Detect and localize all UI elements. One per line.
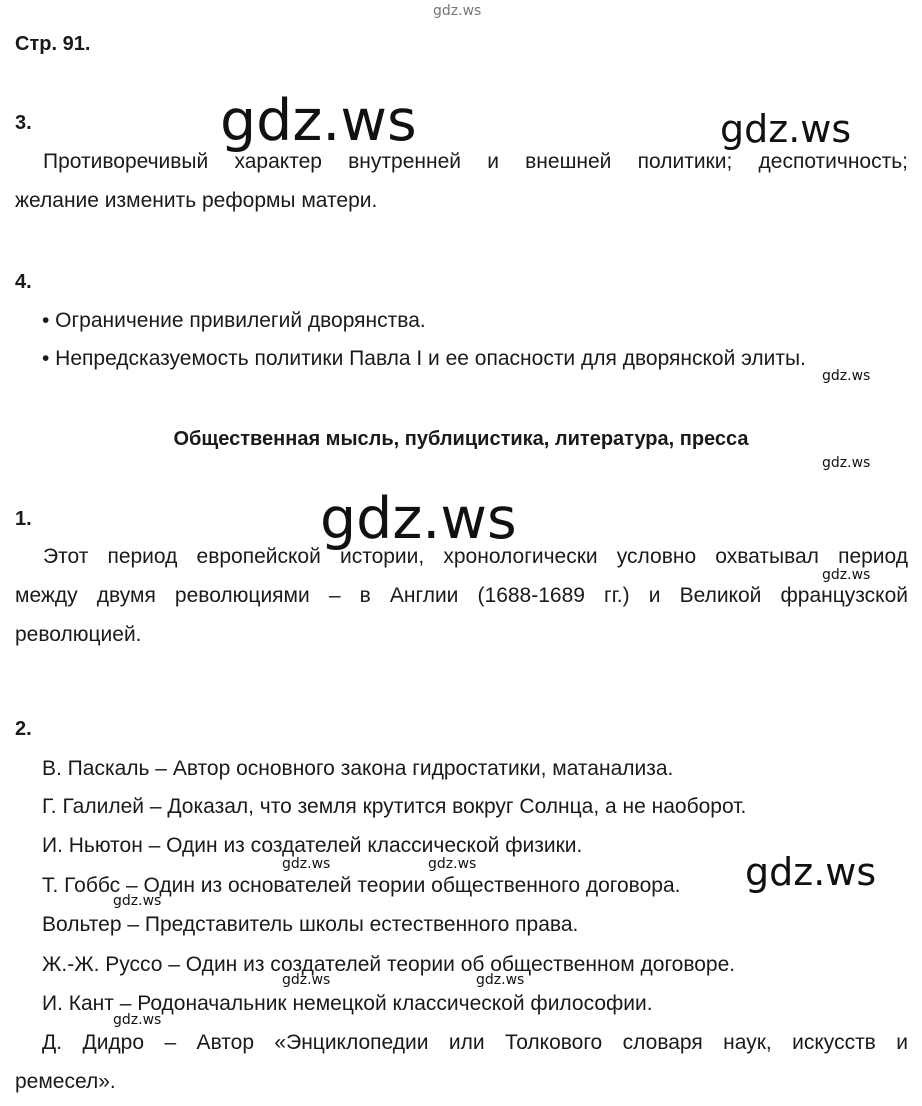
- watermark-small: gdz.ws: [822, 368, 871, 384]
- watermark-small: gdz.ws: [428, 856, 477, 872]
- answer-text-line: Этот период европейской истории, хронологически условно охватывал период: [43, 545, 908, 568]
- page-label: Стр. 91.: [15, 33, 91, 55]
- watermark-small: gdz.ws: [476, 972, 525, 988]
- watermark-medium: gdz.ws: [745, 850, 877, 894]
- section-heading: Общественная мысль, публицистика, литература, пресса: [173, 428, 749, 450]
- list-item: И. Кант – Родоначальник немецкой классической философии.: [42, 992, 653, 1015]
- list-item: Т. Гоббс – Один из основателей теории общественного договора.: [42, 874, 681, 897]
- list-item: Ж.-Ж. Руссо – Один из создателей теории об общественном договоре.: [42, 953, 736, 976]
- watermark-small: gdz.ws: [113, 1012, 162, 1028]
- answer-text-line: революцией.: [15, 623, 142, 646]
- list-item: ремесел».: [15, 1070, 116, 1093]
- watermark-large: gdz.ws: [220, 88, 417, 154]
- list-item: Г. Галилей – Доказал, что земля крутится вокруг Солнца, а не наоборот.: [42, 795, 747, 818]
- bullet-item: • Непредсказуемость политики Павла I и ее опасности для дворянской элиты.: [42, 347, 806, 370]
- watermark-medium: gdz.ws: [720, 107, 852, 151]
- watermark-small: gdz.ws: [822, 567, 871, 583]
- answer-text-line: между двумя революциями – в Англии (1688-1689 гг.) и Великой французской: [15, 584, 908, 607]
- watermark-small: gdz.ws: [282, 856, 331, 872]
- watermark-large: gdz.ws: [320, 486, 517, 552]
- list-item: Д. Дидро – Автор «Энциклопедии или Толкового словаря наук, искусств и: [42, 1031, 908, 1054]
- answer-number: 4.: [15, 271, 32, 293]
- answer-text-line: Противоречивый характер внутренней и внешней политики; деспотичность;: [43, 150, 908, 173]
- answer-text-line: желание изменить реформы матери.: [15, 189, 378, 212]
- answer-number: 2.: [15, 718, 32, 740]
- watermark-small: gdz.ws: [113, 893, 162, 909]
- watermark-top: gdz.ws: [433, 3, 482, 19]
- answer-number: 3.: [15, 112, 32, 134]
- list-item: В. Паскаль – Автор основного закона гидростатики, матанализа.: [42, 757, 674, 780]
- watermark-small: gdz.ws: [822, 455, 871, 471]
- answer-number: 1.: [15, 508, 32, 530]
- list-item: И. Ньютон – Один из создателей классической физики.: [42, 834, 583, 857]
- bullet-item: • Ограничение привилегий дворянства.: [42, 309, 426, 332]
- watermark-small: gdz.ws: [282, 972, 331, 988]
- list-item: Вольтер – Представитель школы естественного права.: [42, 913, 579, 936]
